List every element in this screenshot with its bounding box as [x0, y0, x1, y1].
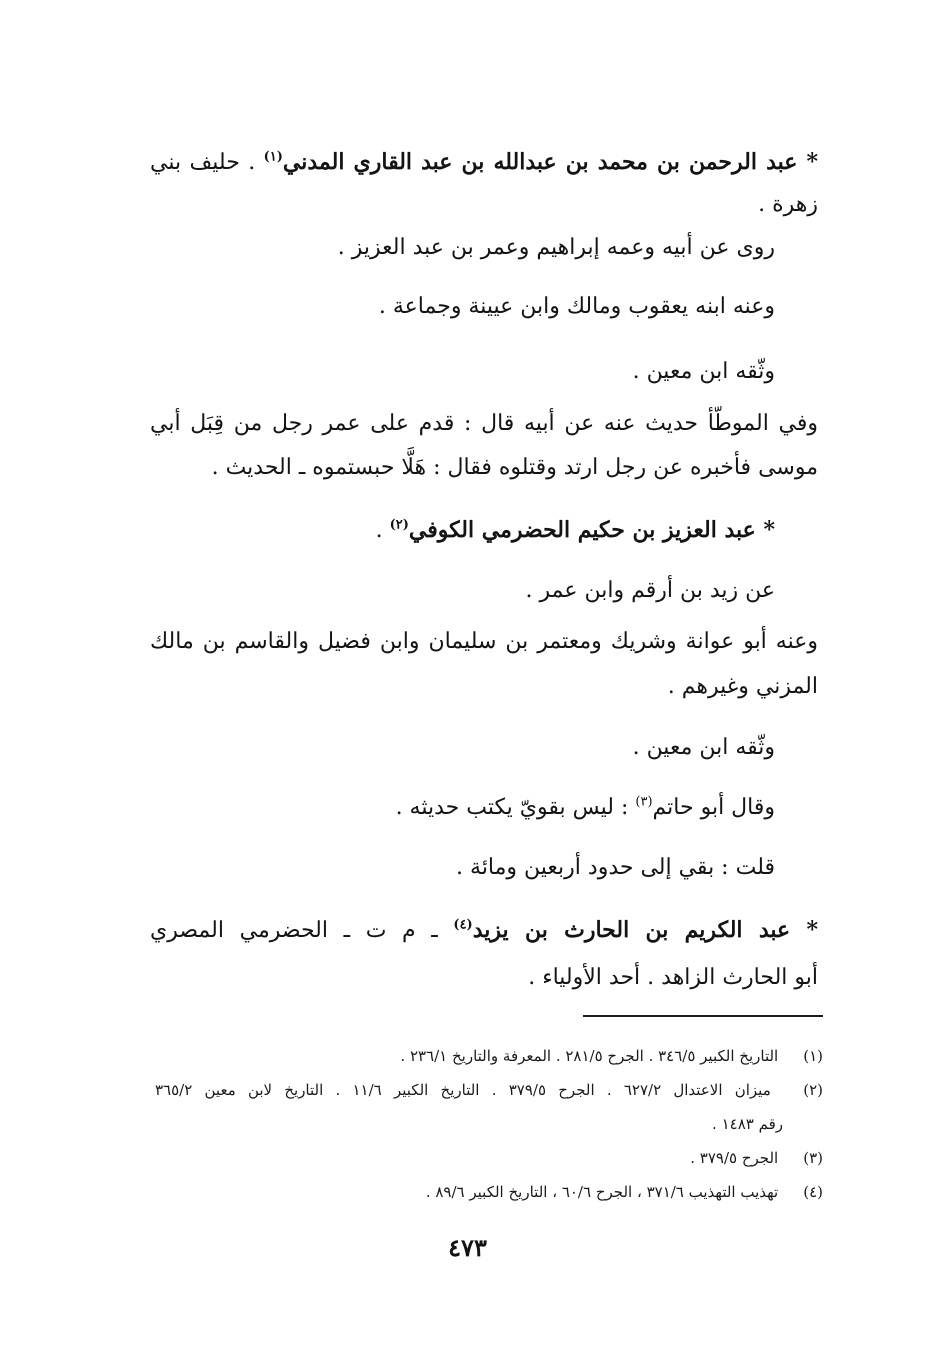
entry-2-abu-hatim-quote: : ليس بقويّ يكتب حديثه .	[395, 795, 636, 820]
footnote-divider	[583, 1015, 823, 1017]
footnote-ref-1[interactable]: (١)	[263, 149, 283, 165]
footnote-number: (٢)	[803, 1081, 823, 1099]
entry-1-name: عبد الرحمن بن محمد بن عبدالله بن عبد القاري المدني	[282, 149, 798, 175]
entry-2-abu-hatim	[396, 793, 775, 823]
entry-2-tawthiq: وثّقه ابن معين .	[632, 735, 775, 760]
footnote-3	[690, 1147, 823, 1169]
entry-2-author-note: قلت : بقي إلى حدود أربعين ومائة .	[456, 855, 775, 880]
entry-3-heading-line-2: أبو الحارث الزاهد . أحد الأولياء .	[528, 965, 818, 990]
entry-2-heading-rest: .	[375, 518, 390, 543]
entry-1-narrated-by: وعنه ابنه يعقوب ومالك وابن عيينة وجماعة .	[378, 294, 775, 319]
entry-star-marker: *	[806, 917, 818, 943]
entry-2-narrated-by-line-1: وعنه أبو عوانة وشريك ومعتمر بن سليمان وابن فضيل والقاسم بن مالك	[150, 629, 818, 654]
entry-star-marker: *	[806, 149, 818, 175]
page-number: ٤٧٣	[448, 1233, 487, 1262]
entry-3-heading-rest: ـ م ت ـ الحضرمي المصري	[150, 918, 454, 943]
entry-2-narrated-by-line-2: المزني وغيرهم .	[667, 674, 818, 699]
footnote-text: ميزان الاعتدال ٦٢٧/٢ . الجرح ٣٧٩/٥ . التاريخ الكبير ١١/٦ . التاريخ لابن معين ٣٦٥/٢	[155, 1081, 771, 1099]
footnote-text: التاريخ الكبير ٣٤٦/٥ . الجرح ٢٨١/٥ . المعرفة والتاريخ ٢٣٦/١ .	[400, 1047, 779, 1065]
footnote-number: (١)	[803, 1047, 823, 1065]
footnote-2-continued: رقم ١٤٨٣ .	[712, 1115, 783, 1133]
entry-3-heading-line-1	[150, 915, 818, 946]
entry-2-narrated-from: عن زيد بن أرقم وابن عمر .	[525, 578, 775, 603]
entry-1-muwatta-line-1: وفي الموطّأ حديث عنه عن أبيه قال : قدم على عمر رجل من قِبَل أبي	[150, 411, 818, 436]
entry-1-heading-line-2: زهرة .	[758, 192, 818, 217]
entry-1-muwatta-line-2: موسى فأخبره عن رجل ارتد وقتلوه فقال : هَلَّا حبستموه ـ الحديث .	[211, 455, 818, 480]
entry-2-heading	[376, 515, 775, 546]
footnote-4	[426, 1181, 823, 1203]
entry-2-abu-hatim-said: وقال أبو حاتم	[652, 795, 775, 820]
footnote-1	[400, 1045, 823, 1067]
footnote-ref-3[interactable]: (٣)	[635, 794, 653, 810]
footnote-ref-4[interactable]: (٤)	[453, 917, 473, 933]
entry-3-name: عبد الكريم بن الحارث بن يزيد	[472, 917, 791, 943]
entry-1-tawthiq: وثّقه ابن معين .	[632, 359, 775, 384]
entry-1-heading-line-1	[150, 147, 818, 178]
footnote-number: (٣)	[803, 1149, 823, 1167]
footnote-text: تهذيب التهذيب ٣٧١/٦ ، الجرح ٦٠/٦ ، التاريخ الكبير ٨٩/٦ .	[425, 1183, 779, 1201]
entry-star-marker: *	[763, 517, 775, 543]
footnote-ref-2[interactable]: (٢)	[389, 517, 409, 533]
entry-1-heading-rest: . حليف بني	[150, 150, 264, 175]
entry-2-name: عبد العزيز بن حكيم الحضرمي الكوفي	[408, 517, 756, 543]
entry-1-narrated-from: روى عن أبيه وعمه إبراهيم وعمر بن عبد العزيز .	[337, 235, 775, 260]
footnote-text: الجرح ٣٧٩/٥ .	[690, 1149, 779, 1167]
footnote-number: (٤)	[803, 1183, 823, 1201]
footnote-2	[155, 1079, 823, 1101]
